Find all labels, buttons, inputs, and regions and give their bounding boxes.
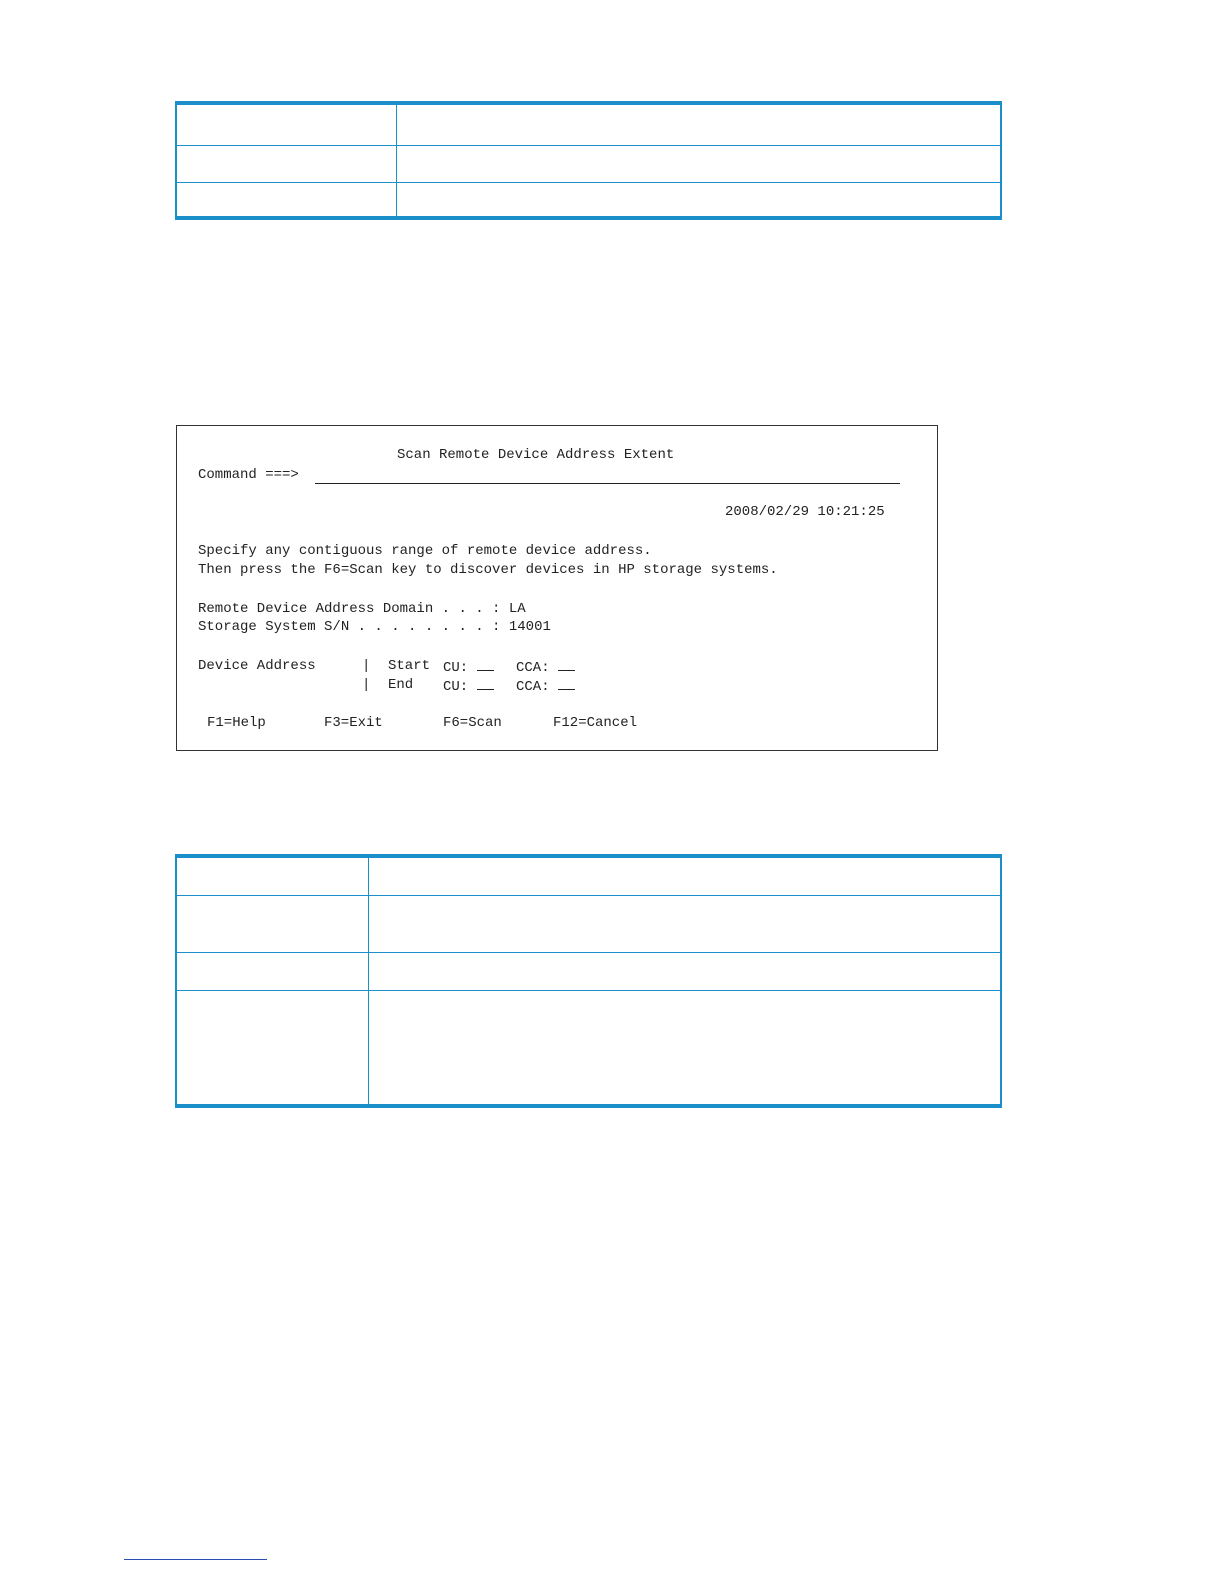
f3-exit-key[interactable]: F3=Exit	[324, 715, 383, 731]
timestamp: 2008/02/29 10:21:25	[725, 504, 885, 520]
end-cca-field	[516, 676, 575, 696]
table-cell	[368, 952, 1001, 990]
instruction-line-1: Specify any contiguous range of remote device address.	[198, 543, 652, 559]
table-cell	[176, 895, 368, 952]
serial-field	[198, 618, 551, 636]
table-cell	[396, 145, 1001, 182]
separator: |	[362, 658, 371, 674]
table-row	[176, 145, 1001, 182]
table-row	[176, 182, 1001, 218]
table-cell	[368, 895, 1001, 952]
table-cell	[176, 103, 396, 145]
separator: |	[362, 677, 371, 693]
command-prompt: Command ===>	[198, 467, 299, 483]
terminal-screen	[176, 425, 938, 751]
table-cell	[176, 990, 368, 1106]
table-row	[176, 895, 1001, 952]
top-table	[175, 101, 1002, 220]
domain-field	[198, 600, 526, 618]
bottom-table	[175, 854, 1002, 1108]
f12-cancel-key[interactable]: F12=Cancel	[553, 715, 638, 731]
start-cca-input[interactable]	[558, 657, 575, 671]
start-cca-field	[516, 657, 575, 677]
start-cu-input[interactable]	[477, 657, 494, 671]
f6-scan-key[interactable]: F6=Scan	[443, 715, 502, 731]
serial-label: Storage System S/N . . . . . . . . :	[198, 619, 501, 635]
table-row	[176, 856, 1001, 895]
end-label: End	[388, 677, 414, 693]
table-cell	[368, 990, 1001, 1106]
table-cell	[396, 182, 1001, 218]
table-row	[176, 952, 1001, 990]
instruction-line-2: Then press the F6=Scan key to discover devices in HP storage systems.	[198, 562, 778, 578]
start-cu-field	[443, 657, 494, 677]
serial-value: 14001	[508, 619, 551, 635]
table-row	[176, 103, 1001, 145]
footer-link-rule	[124, 1559, 267, 1560]
cca-label: CCA:	[516, 660, 550, 676]
table-row	[176, 990, 1001, 1106]
end-cu-field	[443, 676, 494, 696]
cca-label: CCA:	[516, 679, 550, 695]
command-input[interactable]	[315, 483, 900, 484]
start-label: Start	[388, 658, 431, 674]
table-cell	[176, 952, 368, 990]
domain-label: Remote Device Address Domain . . . :	[198, 601, 501, 617]
end-cca-input[interactable]	[558, 676, 575, 690]
f1-help-key[interactable]: F1=Help	[207, 715, 266, 731]
end-cu-input[interactable]	[477, 676, 494, 690]
cu-label: CU:	[443, 679, 469, 695]
table-cell	[396, 103, 1001, 145]
table-cell	[368, 856, 1001, 895]
cu-label: CU:	[443, 660, 469, 676]
screen-title: Scan Remote Device Address Extent	[397, 447, 675, 463]
device-address-label: Device Address	[198, 658, 316, 674]
table-cell	[176, 182, 396, 218]
table-cell	[176, 145, 396, 182]
table-cell	[176, 856, 368, 895]
domain-value: LA	[508, 601, 526, 617]
